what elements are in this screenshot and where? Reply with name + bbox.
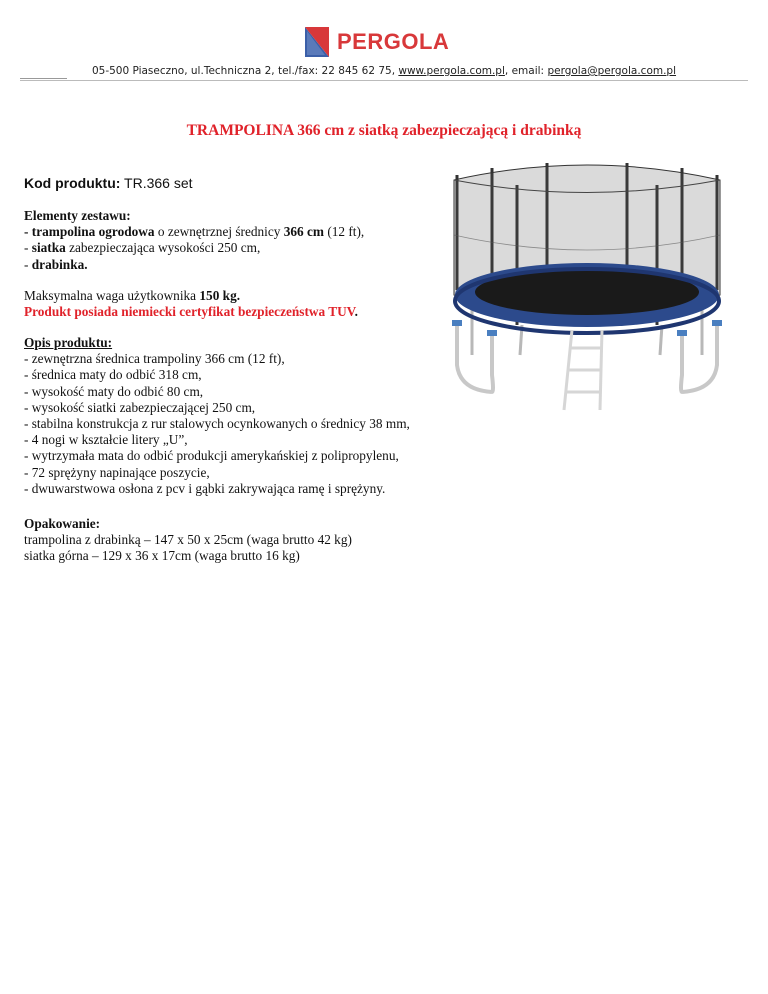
logo-text: PERGOLA: [337, 29, 450, 54]
packaging-heading: Opakowanie:: [24, 516, 101, 531]
trampoline-photo: [432, 160, 742, 415]
set-item: - trampolina ogrodowa o zewnętrznej średnicy 366 cm (12 ft),: [24, 224, 365, 240]
product-description: [24, 335, 410, 497]
header-address: [0, 65, 768, 77]
weight-and-certificate: [24, 288, 358, 320]
product-code-value: TR.366 set: [120, 175, 193, 191]
list-item: - średnica maty do odbić 318 cm,: [24, 367, 202, 383]
description-heading: Opis produktu:: [24, 335, 113, 350]
set-item: - drabinka.: [24, 256, 88, 272]
email-link[interactable]: pergola@pergola.com.pl: [547, 65, 677, 77]
address-separator: ,: [504, 65, 512, 77]
list-item: trampolina z drabinką – 147 x 50 x 25cm (waga brutto 42 kg): [24, 532, 352, 548]
email-label: email:: [511, 65, 548, 77]
pergola-logo-icon: [305, 27, 329, 57]
list-item: siatka górna – 129 x 36 x 17cm (waga brutto 16 kg): [24, 548, 300, 564]
certificate: Produkt posiada niemiecki certyfikat bezpieczeństwa TUV.: [24, 304, 358, 320]
list-item: - zewnętrzna średnica trampoliny 366 cm (12 ft),: [24, 351, 285, 367]
list-item: - 4 nogi w kształcie litery „U”,: [24, 432, 188, 448]
packaging: [24, 516, 352, 565]
list-item: - stabilna konstrukcja z rur stalowych ocynkowanych o średnicy 38 mm,: [24, 416, 410, 432]
max-weight: Maksymalna waga użytkownika 150 kg.: [24, 288, 241, 303]
pergola-logo: [305, 26, 449, 58]
set-elements-heading: Elementy zestawu:: [24, 208, 131, 223]
set-item: - siatka zabezpieczająca wysokości 250 cm,: [24, 240, 261, 256]
list-item: - 72 sprężyny napinające poszycie,: [24, 464, 210, 480]
set-elements: [24, 208, 364, 273]
product-code-label: Kod produktu:: [24, 175, 121, 191]
address-text: 05-500 Piaseczno, ul.Techniczna 2, tel./fax: 22 845 62 75,: [91, 65, 399, 77]
list-item: - dwuwarstwowa osłona z pcv i gąbki zakrywająca ramę i sprężyny.: [24, 480, 386, 496]
header-divider: [20, 80, 748, 81]
product-code: [24, 175, 193, 191]
page-title: TRAMPOLINA 366 cm z siatką zabezpieczającą i drabinką: [186, 122, 582, 139]
website-link[interactable]: www.pergola.com.pl: [398, 65, 505, 77]
list-item: - wysokość siatki zabezpieczającej 250 cm,: [24, 399, 256, 415]
header-divider-short: [20, 78, 67, 79]
list-item: - wysokość maty do odbić 80 cm,: [24, 383, 204, 399]
list-item: - wytrzymała mata do odbić produkcji amerykańskiej z polipropylenu,: [24, 448, 399, 464]
